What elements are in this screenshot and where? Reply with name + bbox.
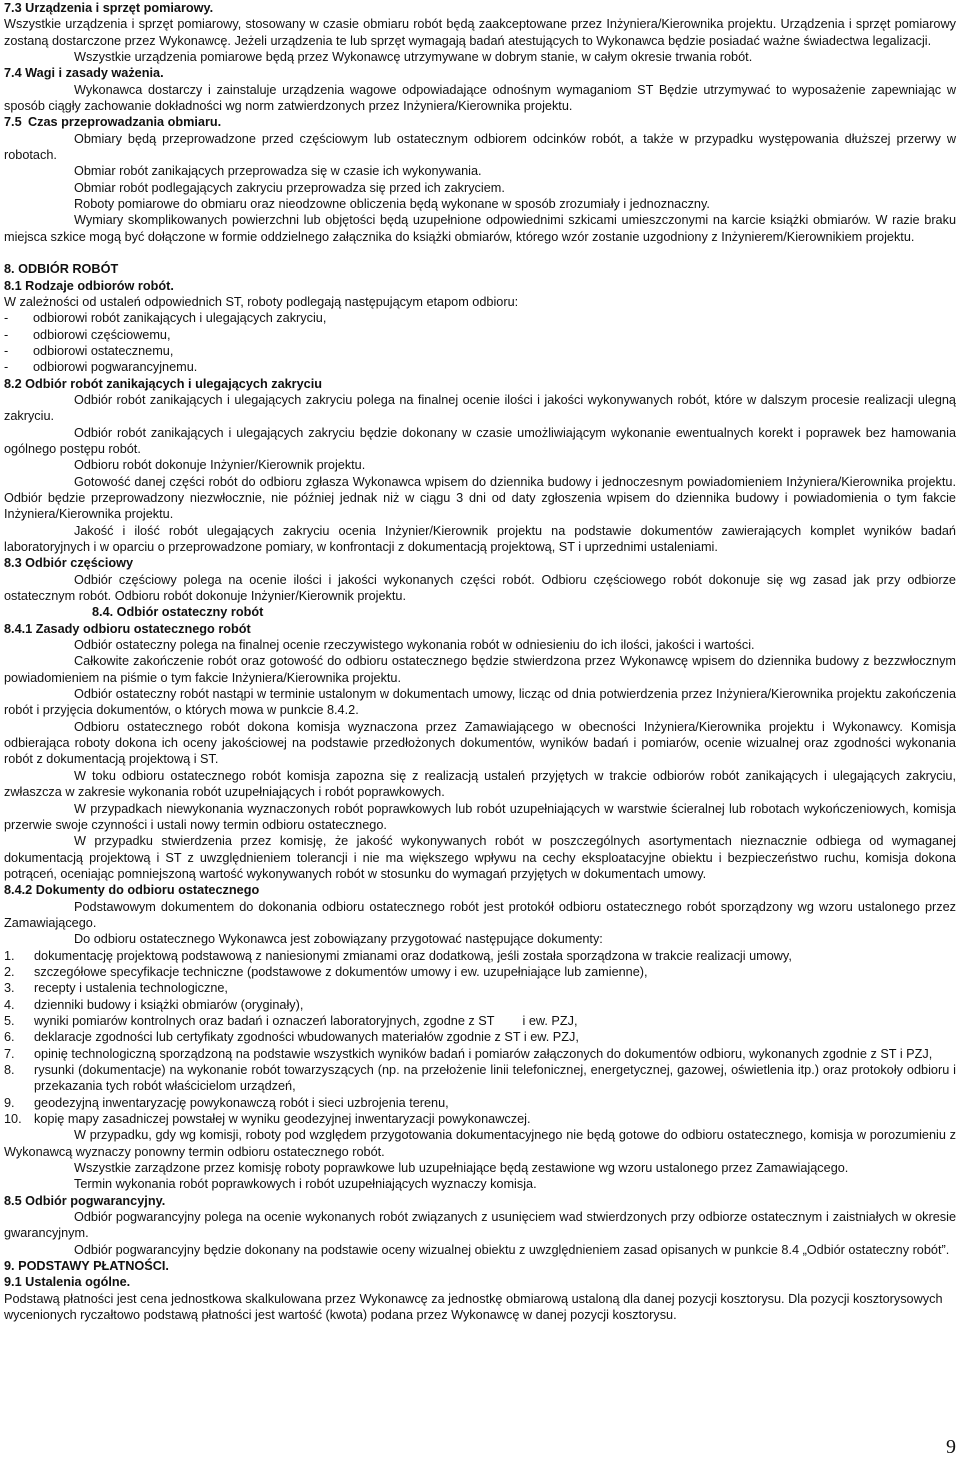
- paragraph: W przypadku, gdy wg komisji, roboty pod względem przygotowania dokumentacyjnego nie będą gotowe do odbioru ostatecznego, komisja w porozumieniu z Wykonawcą wyznaczy ponowny termin odbioru ostatecznego robót.: [4, 1128, 956, 1159]
- list-number: 1.: [4, 948, 15, 963]
- paragraph: Wszystkie urządzenia pomiarowe będą przez Wykonawcę utrzymywane w dobrym stanie, w całym okresie trwania robót.: [74, 50, 753, 65]
- paragraph: Jakość i ilość robót ulegających zakryciu ocenia Inżynier/Kierownik projektu na podstawie dokumentów zawierających komplet wyników badań laboratoryjnych i w oparciu o przeprowadzone pomiary, w konfrontacji z dokumentacją projektową, ST i uprzednimi ustaleniami.: [4, 523, 956, 554]
- chapter-heading: 8. ODBIÓR ROBÓT: [4, 262, 119, 277]
- list-number: 9.: [4, 1095, 15, 1110]
- list-number: 8.: [4, 1063, 15, 1077]
- section-title: Czas przeprowadzania obmiaru.: [28, 115, 222, 130]
- list-item: [4, 343, 956, 359]
- list-item: [4, 980, 956, 996]
- section-heading: 8.4. Odbiór ostateczny robót: [92, 605, 264, 620]
- list-item: [4, 1013, 956, 1029]
- spacer: [4, 245, 956, 261]
- section-heading: 7.4 Wagi i zasady ważenia.: [4, 66, 164, 81]
- section-heading: 8.1 Rodzaje odbiorów robót.: [4, 278, 174, 293]
- paragraph: Odbiór pogwarancyjny będzie dokonany na podstawie oceny wizualnej obiektu z uwzględnieniem zasad opisanych w punkcie 8.4 „Odbiór ostateczny robót”.: [74, 1242, 950, 1257]
- list-item: [4, 1046, 956, 1062]
- list-text: dokumentację projektową podstawową z naniesionymi zmianami oraz dodatkową, jeśli została sporządzona w trakcie realizacji umowy,: [34, 948, 792, 963]
- list-item: [4, 1062, 956, 1095]
- list-text: odbiorowi pogwarancyjnemu.: [33, 360, 198, 375]
- list-text: szczegółowe specyfikacje techniczne (podstawowe z dokumentów umowy i ew. uzupełniające lub zamienne),: [34, 964, 648, 979]
- section-heading: 8.2 Odbiór robót zanikających i ulegających zakryciu: [4, 376, 323, 391]
- section-heading: [4, 114, 956, 130]
- paragraph: Odbiór pogwarancyjny polega na ocenie wykonanych robót związanych z usunięciem wad stwierdzonych przy odbiorze ostatecznym i zaistniałych w okresie gwarancyjnym.: [4, 1210, 956, 1241]
- list-text: odbiorowi robót zanikających i ulegających zakryciu,: [33, 311, 327, 326]
- list-text: geodezyjną inwentaryzację powykonawczą robót i sieci uzbrojenia terenu,: [34, 1095, 449, 1110]
- paragraph: Odbiór częściowy polega na ocenie ilości i jakości wykonanych części robót. Odbioru częściowego robót dokonuje się wg zasad jak przy odbiorze ostatecznym robót. Odbioru robót dokonuje Inżynier/Kierownik projektu.: [4, 572, 956, 604]
- paragraph: Odbioru ostatecznego robót dokona komisja wyznaczona przez Zamawiającego w obecności Inżyniera/Kierownika projektu i Wykonawcy. Komisja odbierająca roboty dokona ich oceny jakościowej na podstawie przedłożonych dokumentów, wyników badań i pomiarów, ocenie wizualnej oraz zgodności wykonania robót z dokumentacją projektową i ST.: [4, 719, 956, 767]
- list-text: deklaracje zgodności lub certyfikaty zgodności wbudowanych materiałów zgodnie z ST i ew. PZJ,: [34, 1030, 579, 1045]
- paragraph: Termin wykonania robót poprawkowych i robót uzupełniających wyznaczy komisja.: [74, 1177, 537, 1192]
- dash-list: [4, 310, 956, 375]
- page-number: 9: [946, 1436, 956, 1458]
- paragraph: W przypadku stwierdzenia przez komisję, że jakość wykonywanych robót w poszczególnych asortymentach nieznacznie odbiega od wymaganej dokumentacją projektową i ST z uwzględnieniem tolerancji i nie ma większego wpływu na cechy eksploatacyjne obiektu i bezpieczeństwo ruchu, komisja dokona potrąceń, oceniając pomniejszoną wartość wykonywanych robót w stosunku do wymagań przyjętych w dokumentach umowy.: [4, 834, 956, 881]
- list-marker: -: [4, 311, 9, 326]
- paragraph: Odbioru robót dokonuje Inżynier/Kierownik projektu.: [74, 458, 366, 473]
- paragraph: Gotowość danej części robót do odbioru zgłasza Wykonawca wpisem do dziennika budowy i jednoczesnym powiadomieniem Inżyniera/Kierownika projektu. Odbiór będzie przeprowadzony niezwłocznie, nie później jednak niż w ciągu 3 dni od daty zgłoszenia wpisem do dziennika budowy i powiadomienia o tym fakcie Inżyniera/Kierownika projektu.: [4, 474, 956, 522]
- paragraph: W toku odbioru ostatecznego robót komisja zapozna się z realizacją ustaleń przyjętych w trakcie odbiorów robót zanikających i ulegających zakryciu, zwłaszcza w zakresie wykonania robót uzupełniających i robót poprawkowych.: [4, 768, 956, 800]
- list-text: odbiorowi częściowemu,: [33, 327, 171, 342]
- list-item: [4, 1029, 956, 1045]
- paragraph: Podstawą płatności jest cena jednostkowa skalkulowana przez Wykonawcę za jednostkę obmiarową ustaloną dla danej pozycji kosztorysu. Dla pozycji kosztorysowych wycenionych ryczałtowo podstawą płatności jest wartość (kwota) podana przez Wykonawcę w danej pozycji kosztorysu.: [4, 1291, 943, 1323]
- list-text: rysunki (dokumentacje) na wykonanie robót towarzyszących (np. na przełożenie linii telefonicznej, energetycznej, gazowej, oświetlenia itp.) oraz protokoły odbioru i przekazania tych robót właścicielom urządzeń,: [34, 1063, 956, 1094]
- paragraph: Odbiór ostateczny robót nastąpi w terminie ustalonym w dokumentach umowy, licząc od dnia potwierdzenia przez Inżyniera/Kierownika projektu zakończenia robót i przyjęcia dokumentów, o których mowa w punkcie 8.4.2.: [4, 687, 956, 718]
- list-text: kopię mapy zasadniczej powstałej w wyniku geodezyjnej inwentaryzacji powykonawczej.: [34, 1112, 531, 1127]
- list-number: 2.: [4, 964, 15, 979]
- paragraph: Odbiór robót zanikających i ulegających zakryciu będzie dokonany w czasie umożliwiającym wykonanie ewentualnych korekt i poprawek bez hamowania ogólnego postępu robót.: [4, 425, 956, 456]
- paragraph: Wszystkie urządzenia i sprzęt pomiarowy, stosowany w czasie obmiaru robót będą zaakceptowane przez Inżyniera/Kierownika projektu. Urządzenia i sprzęt pomiarowy zostaną dostarczone przez Wykonawcę. Jeżeli urządzenia te lub sprzęt wymagają badań atestujących to Wykonawca będzie posiadać ważne świadectwa legalizacji.: [4, 17, 956, 48]
- list-marker: -: [4, 343, 9, 358]
- list-text: dzienniki budowy i książki obmiarów (oryginały),: [34, 997, 304, 1012]
- subsection-heading: 8.4.1 Zasady odbioru ostatecznego robót: [4, 621, 251, 636]
- list-number: 4.: [4, 997, 15, 1012]
- list-text: opinię technologiczną sporządzoną na podstawie wszystkich wyników badań i pomiarów załączonych do dokumentów odbioru, wykonanych zgodnie z ST i PZJ,: [34, 1046, 933, 1061]
- list-item: [4, 948, 956, 964]
- list-number: 6.: [4, 1030, 15, 1045]
- section-heading: 9.1 Ustalenia ogólne.: [4, 1275, 131, 1290]
- list-text: recepty i ustalenia technologiczne,: [34, 981, 228, 996]
- subsection-heading: 8.4.2 Dokumenty do odbioru ostatecznego: [4, 883, 260, 898]
- paragraph: Obmiary będą przeprowadzone przed częściowym lub ostatecznym odbiorem odcinków robót, a także w przypadku występowania dłuższej przerwy w robotach.: [4, 131, 956, 163]
- paragraph: W zależności od ustaleń odpowiednich ST, roboty podlegają następującym etapom odbioru:: [4, 294, 519, 309]
- paragraph: Obmiar robót podlegających zakryciu przeprowadza się przed ich zakryciem.: [74, 180, 505, 195]
- paragraph: Wszystkie zarządzone przez komisję roboty poprawkowe lub uzupełniające będą zestawione wg wzoru ustalonego przez Zamawiającego.: [74, 1161, 849, 1176]
- list-marker: -: [4, 360, 9, 375]
- paragraph: W przypadkach niewykonania wyznaczonych robót poprawkowych lub robót uzupełniających w warstwie ścieralnej lub robotach wykończeniowych, komisja przerwie swoje czynności i ustali nowy termin odbioru ostatecznego.: [4, 801, 956, 832]
- section-heading: 7.3 Urządzenia i sprzęt pomiarowy.: [4, 1, 214, 15]
- list-text: odbiorowi ostatecznemu,: [33, 343, 174, 358]
- paragraph: Wymiary skomplikowanych powierzchni lub objętości będą uzupełnione odpowiednimi szkicami umieszczonymi na karcie książki obmiarów. W razie braku miejsca szkice mogą być dołączone w formie oddzielnego załącznika do książki obmiarów, którego wzór zostanie uzgodniony z Inżynierem/Kierownikiem projektu.: [4, 213, 956, 244]
- paragraph: Wykonawca dostarczy i zainstaluje urządzenia wagowe odpowiadające odnośnym wymaganiom ST Będzie utrzymywać to wyposażenie zapewniając w sposób ciągły zachowanie dokładności wg norm zatwierdzonych przez Inżyniera/Kierownika projektu.: [4, 82, 956, 114]
- paragraph: Odbiór robót zanikających i ulegających zakryciu polega na finalnej ocenie ilości i jakości wykonywanych robót, które w dalszym procesie realizacji ulegną zakryciu.: [4, 392, 956, 424]
- list-marker: -: [4, 327, 9, 342]
- list-number: 3.: [4, 981, 15, 996]
- list-number: 5.: [4, 1013, 15, 1028]
- list-item: [4, 327, 956, 343]
- section-heading: 8.3 Odbiór częściowy: [4, 556, 134, 571]
- list-item: [4, 964, 956, 980]
- paragraph: Do odbioru ostatecznego Wykonawca jest zobowiązany przygotować następujące dokumenty:: [74, 932, 603, 947]
- paragraph: Roboty pomiarowe do obmiaru oraz nieodzowne obliczenia będą wykonane w sposób zrozumiały i jednoznaczny.: [74, 197, 710, 212]
- list-item: [4, 310, 956, 326]
- list-number: 10.: [4, 1112, 22, 1127]
- paragraph: Podstawowym dokumentem do dokonania odbioru ostatecznego robót jest protokół odbioru ostatecznego robót sporządzony wg wzoru ustalonego przez Zamawiającego.: [4, 899, 956, 930]
- list-number: 7.: [4, 1046, 15, 1061]
- list-item: [4, 359, 956, 375]
- list-text: wyniki pomiarów kontrolnych oraz badań i oznaczeń laboratoryjnych, zgodne z ST i ew. PZJ,: [34, 1013, 578, 1028]
- paragraph: Obmiar robót zanikających przeprowadza się w czasie ich wykonywania.: [74, 164, 482, 179]
- section-heading: 8.5 Odbiór pogwarancyjny.: [4, 1193, 166, 1208]
- numbered-list: [4, 948, 956, 1128]
- chapter-heading: 9. PODSTAWY PŁATNOŚCI.: [4, 1259, 169, 1274]
- paragraph: Całkowite zakończenie robót oraz gotowość do odbioru ostatecznego będzie stwierdzona przez Wykonawcę wpisem do dziennika budowy z bezzwłocznym powiadomieniem na piśmie o tym fakcie Inżyniera/Kierownika projektu.: [4, 654, 956, 685]
- paragraph: Odbiór ostateczny polega na finalnej ocenie rzeczywistego wykonania robót w odniesieniu do ich ilości, jakości i wartości.: [74, 638, 755, 653]
- section-number: 7.5: [4, 115, 22, 130]
- list-item: [4, 997, 956, 1013]
- list-item: [4, 1111, 956, 1127]
- list-item: [4, 1095, 956, 1111]
